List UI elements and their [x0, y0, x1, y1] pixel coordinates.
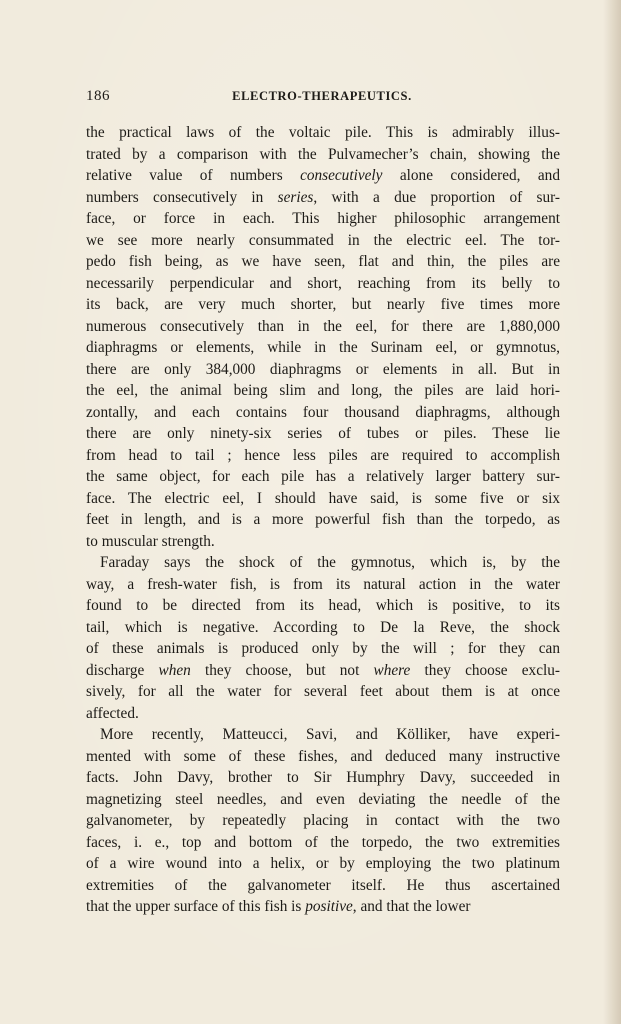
line-text: numbers consecutively in	[86, 188, 278, 206]
text-line	[86, 896, 560, 918]
text-line	[86, 767, 560, 789]
emphasis-text: series	[277, 188, 314, 206]
line-text: feet in length, and is a more powerful fish than the torpedo, as	[86, 511, 560, 528]
line-text: , with a due proportion of sur-	[313, 188, 560, 206]
text-line	[86, 294, 560, 316]
line-text: discharge	[86, 661, 159, 679]
line-text: way, a fresh-water fish, is from its natural action in the water	[86, 575, 560, 593]
line-text: face, or force in each. This higher philosophic arrangement	[86, 210, 560, 227]
text-line	[86, 724, 560, 746]
page-header	[86, 88, 558, 108]
text-line	[86, 187, 560, 209]
line-text: More recently, Matteucci, Savi, and Kölliker, have experi-	[100, 726, 560, 743]
line-text: from head to tail ; hence less piles are required to accomplish	[86, 446, 560, 464]
line-text: zontally, and each contains four thousand diaphragms, although	[86, 403, 560, 421]
line-text: the same object, for each pile has a relatively larger battery sur-	[86, 468, 560, 485]
line-text: necessarily perpendicular and short, reaching from its belly to	[86, 274, 560, 292]
line-text: galvanometer, by repeatedly placing in contact with the two	[86, 812, 560, 829]
text-line	[86, 337, 560, 359]
text-line	[86, 165, 560, 187]
text-line	[86, 359, 560, 381]
line-text: trated by a comparison with the Pulvamecher’s chain, showing the	[86, 145, 560, 163]
line-text: relative value of numbers	[86, 167, 301, 184]
text-line	[86, 230, 560, 252]
page-number: 186	[86, 88, 110, 104]
line-text: of these animals is produced only by the will ; for they can	[86, 640, 560, 657]
line-text: the practical laws of the voltaic pile. This is admirably illus-	[86, 124, 560, 141]
line-text: pedo fish being, as we have seen, flat and thin, the piles are	[86, 253, 560, 270]
line-text: sively, for all the water for several feet about them is at once	[86, 683, 560, 700]
text-line	[86, 273, 560, 295]
line-text: we see more nearly consummated in the electric eel. The tor-	[86, 231, 560, 249]
text-line	[86, 703, 560, 725]
emphasis-text: when	[158, 661, 191, 679]
text-line	[86, 402, 560, 424]
text-line	[86, 574, 560, 596]
line-text: of a wire wound into a helix, or by employing the two platinum	[86, 855, 560, 872]
text-line	[86, 531, 560, 553]
line-text: there are only ninety-six series of tubes or piles. These lie	[86, 425, 560, 442]
text-line	[86, 853, 560, 875]
line-text: numerous consecutively than in the eel, for there are 1,880,000	[86, 317, 560, 335]
text-line	[86, 810, 560, 832]
line-text: tail, which is negative. According to De la Reve, the shock	[86, 618, 560, 636]
text-line	[86, 789, 560, 811]
text-line	[86, 316, 560, 338]
text-line	[86, 380, 560, 402]
body-text	[86, 122, 560, 918]
text-line	[86, 122, 560, 144]
emphasis-text: where	[373, 661, 411, 679]
emphasis-text: consecutively	[300, 167, 383, 184]
text-line	[86, 423, 560, 445]
line-text: facts. John Davy, brother to Sir Humphry Davy, succeeded in	[86, 769, 560, 786]
emphasis-text: positive	[305, 898, 353, 915]
line-text: affected.	[86, 704, 139, 722]
line-text: its back, are very much shorter, but nearly five times more	[86, 296, 560, 313]
page-edge-shadow	[603, 0, 621, 1024]
line-text: diaphragms or elements, while in the Surinam eel, or gymnotus,	[86, 339, 560, 356]
line-text: magnetizing steel needles, and even deviating the needle of the	[86, 790, 560, 808]
text-line	[86, 638, 560, 660]
line-text: Faraday says the shock of the gymnotus, which is, by the	[100, 554, 560, 571]
text-line	[86, 509, 560, 531]
line-text: mented with some of these fishes, and deduced many instructive	[86, 747, 560, 765]
text-line	[86, 832, 560, 854]
text-line	[86, 875, 560, 897]
running-head: ELECTRO-THERAPEUTICS.	[232, 89, 412, 103]
text-line	[86, 144, 560, 166]
text-line	[86, 445, 560, 467]
text-line	[86, 208, 560, 230]
line-text: found to be directed from its head, which is positive, to its	[86, 597, 560, 614]
text-line	[86, 681, 560, 703]
line-text: , and that the lower	[352, 898, 471, 915]
line-text: extremities of the galvanometer itself. He thus ascertained	[86, 876, 560, 894]
line-text: the eel, the animal being slim and long, the piles are laid hori-	[86, 382, 560, 399]
text-line	[86, 595, 560, 617]
text-line	[86, 466, 560, 488]
line-text: alone considered, and	[382, 167, 560, 184]
line-text: face. The electric eel, I should have said, is some five or six	[86, 489, 560, 507]
text-line	[86, 617, 560, 639]
line-text: that the upper surface of this fish is	[86, 898, 306, 915]
line-text: faces, i. e., top and bottom of the torpedo, the two extremities	[86, 833, 560, 851]
line-text: they choose exclu-	[410, 661, 560, 679]
text-line	[86, 552, 560, 574]
text-line	[86, 251, 560, 273]
line-text: they choose, but not	[190, 661, 374, 679]
line-text: there are only 384,000 diaphragms or elements in all. But in	[86, 360, 560, 378]
text-line	[86, 746, 560, 768]
text-line	[86, 660, 560, 682]
line-text: to muscular strength.	[86, 532, 215, 550]
text-line	[86, 488, 560, 510]
